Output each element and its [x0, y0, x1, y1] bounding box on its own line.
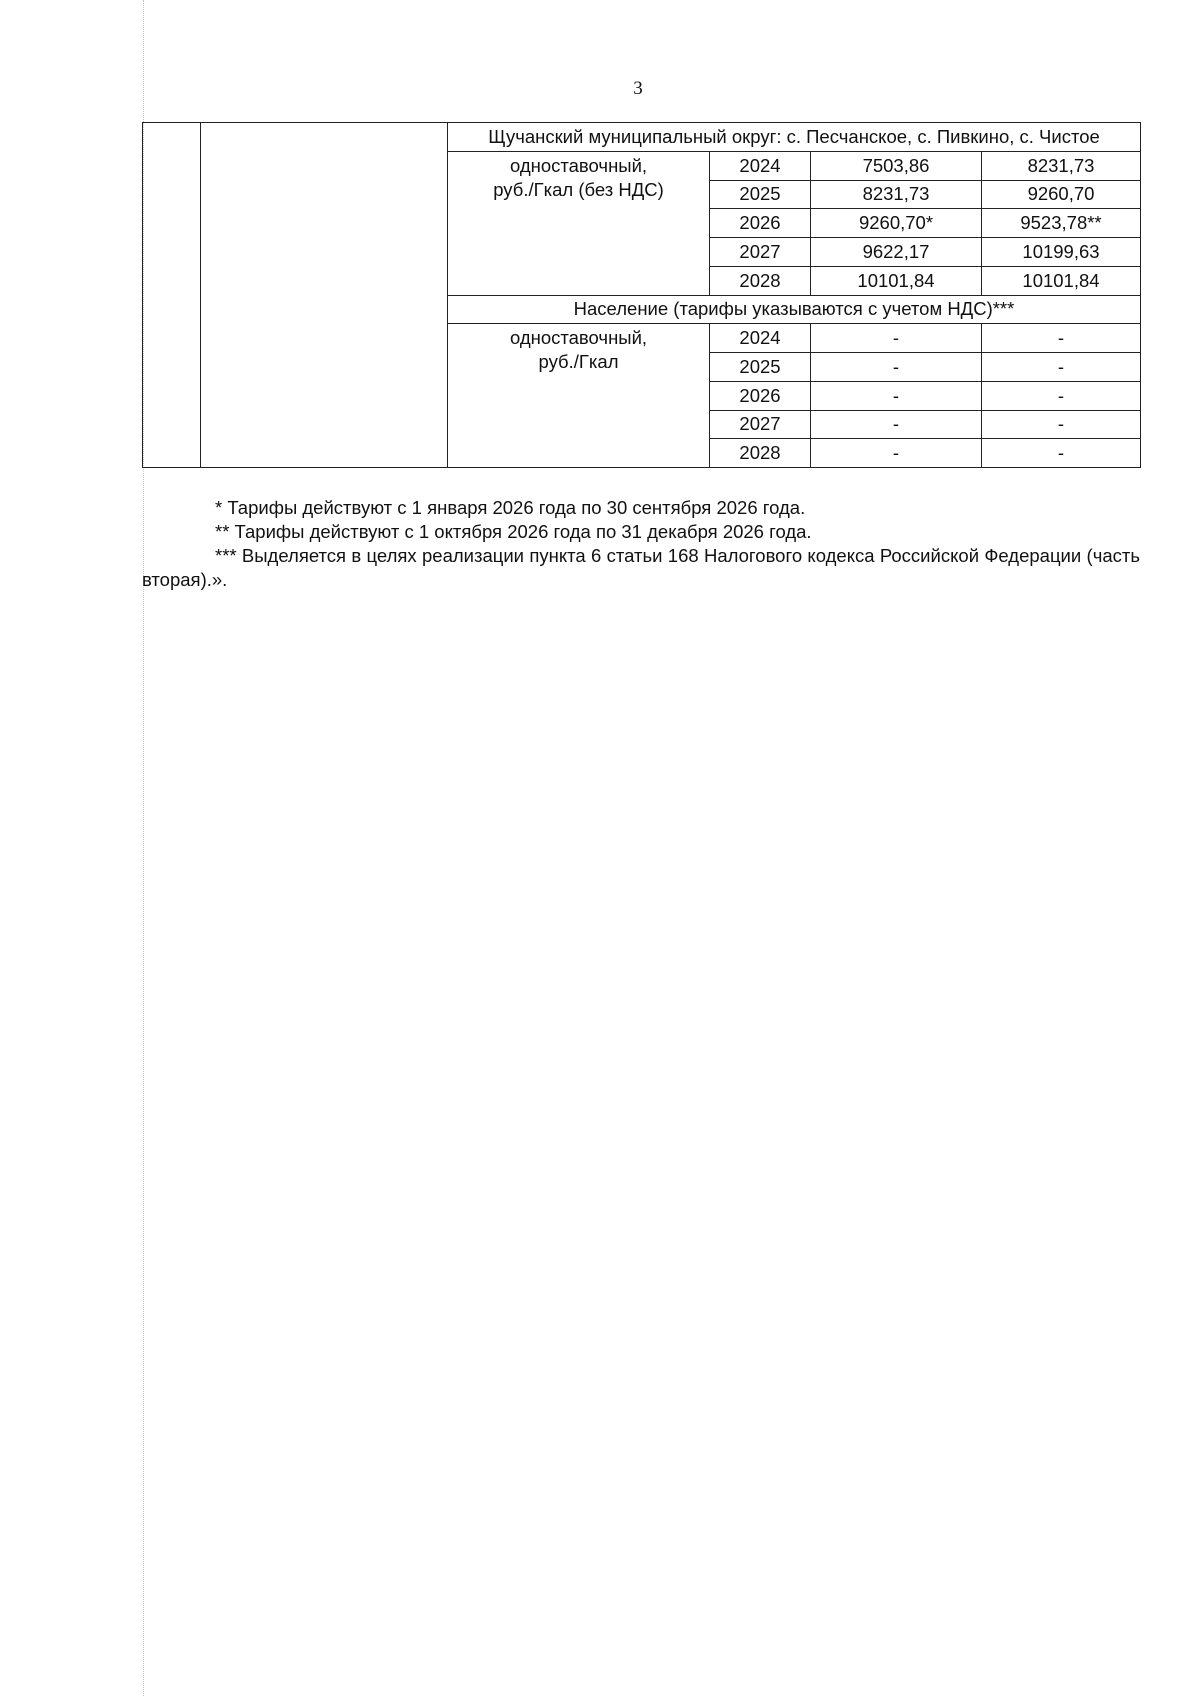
- second-half-value: 10199,63: [982, 238, 1141, 267]
- organization-cell: [201, 123, 448, 468]
- first-half-value: -: [811, 439, 982, 468]
- footnote-single-asterisk: * Тарифы действуют с 1 января 2026 года по 30 сентября 2026 года.: [215, 497, 806, 518]
- second-half-value: -: [982, 324, 1141, 353]
- year-cell: 2028: [710, 439, 811, 468]
- second-half-value: -: [982, 439, 1141, 468]
- section-heading-row: [143, 123, 1141, 152]
- section-heading: Население (тарифы указываются с учетом НДС)***: [448, 295, 1141, 324]
- second-half-value: -: [982, 353, 1141, 382]
- first-half-value: 7503,86: [811, 151, 982, 180]
- tariff-unit-line: руб./Гкал (без НДС): [493, 178, 664, 200]
- first-half-value: -: [811, 410, 982, 439]
- tariff-type-line: одноставочный,: [509, 327, 648, 349]
- year-cell: 2024: [710, 151, 811, 180]
- first-half-value: -: [811, 381, 982, 410]
- footnote-triple-asterisk: *** Выделяется в целях реализации пункта 6 статьи 168 Налогового кодекса Российской Федерации (часть вторая).».: [142, 545, 1140, 590]
- first-half-value: 8231,73: [811, 180, 982, 209]
- year-cell: 2027: [710, 410, 811, 439]
- page-number: 3: [633, 78, 643, 99]
- first-half-value: -: [811, 324, 982, 353]
- first-half-value: 9260,70*: [811, 209, 982, 238]
- first-half-value: -: [811, 353, 982, 382]
- second-half-value: 9260,70: [982, 180, 1141, 209]
- tariff-type-cell: [448, 324, 710, 468]
- year-cell: 2028: [710, 266, 811, 295]
- first-half-value: 10101,84: [811, 266, 982, 295]
- tariff-unit-line: руб./Гкал: [538, 351, 619, 373]
- second-half-value: 8231,73: [982, 151, 1141, 180]
- second-half-value: -: [982, 410, 1141, 439]
- tariff-type-cell: [448, 151, 710, 295]
- tariff-type-line: одноставочный,: [509, 154, 648, 176]
- second-half-value: -: [982, 381, 1141, 410]
- year-cell: 2026: [710, 209, 811, 238]
- second-half-value: 10101,84: [982, 266, 1141, 295]
- section-heading: Щучанский муниципальный округ: с. Песчанское, с. Пивкино, с. Чистое: [448, 123, 1141, 152]
- row-number-cell: [143, 123, 201, 468]
- year-cell: 2026: [710, 381, 811, 410]
- year-cell: 2027: [710, 238, 811, 267]
- year-cell: 2024: [710, 324, 811, 353]
- tariff-table: [142, 122, 1141, 468]
- footnotes: [142, 496, 1140, 592]
- first-half-value: 9622,17: [811, 238, 982, 267]
- year-cell: 2025: [710, 180, 811, 209]
- year-cell: 2025: [710, 353, 811, 382]
- footnote-double-asterisk: ** Тарифы действуют с 1 октября 2026 года по 31 декабря 2026 года.: [215, 521, 812, 542]
- second-half-value: 9523,78**: [982, 209, 1141, 238]
